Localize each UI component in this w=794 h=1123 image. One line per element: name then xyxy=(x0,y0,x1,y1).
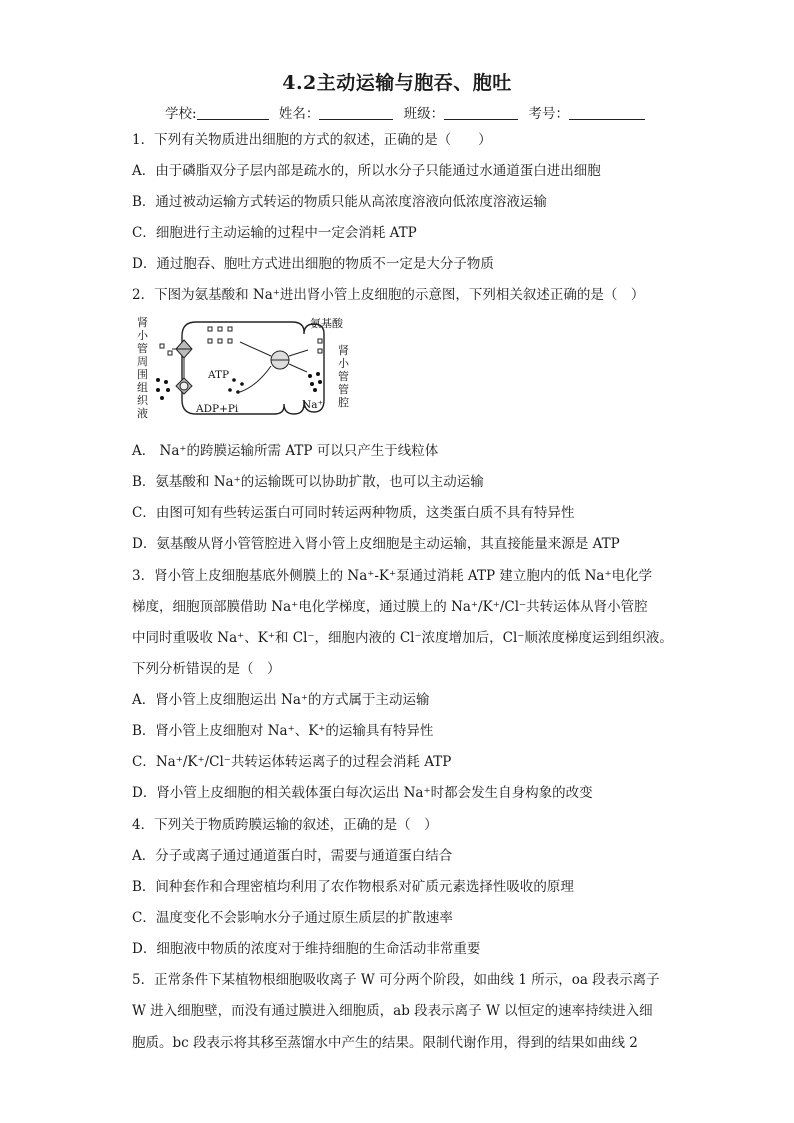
q3-option-b: B．肾小管上皮细胞对 Na⁺、K⁺的运输具有特异性 xyxy=(132,723,434,739)
amino-acid-squares-interstitial xyxy=(160,344,172,355)
q1-option-b: B．通过被动运输方式转运的物质只能从高浓度溶液向低浓度溶液运输 xyxy=(132,194,547,210)
exam-no-label: 考号： xyxy=(528,106,569,122)
svg-text:周: 周 xyxy=(137,355,148,368)
svg-text:管: 管 xyxy=(137,342,148,355)
q1-option-c: C．细胞进行主动运输的过程中一定会消耗 ATP xyxy=(132,225,417,241)
svg-text:织: 织 xyxy=(137,394,148,407)
name-label: 姓名： xyxy=(278,106,320,122)
class-blank xyxy=(444,105,518,120)
q1-stem: 1．下列有关物质进出细胞的方式的叙述，正确的是（ ） xyxy=(132,132,492,148)
svg-text:小: 小 xyxy=(137,329,148,342)
svg-text:液: 液 xyxy=(137,407,148,420)
q3-stem-line1: 3．肾小管上皮细胞基底外侧膜上的 Na⁺-K⁺泵通过消耗 ATP 建立胞内的低 Na⁺电化学 xyxy=(132,568,653,584)
school-blank xyxy=(197,105,269,120)
adp-label: ADP+Pi xyxy=(196,403,239,415)
svg-text:管: 管 xyxy=(338,383,349,396)
q4-stem: 4．下列关于物质跨膜运输的叙述，正确的是（ ） xyxy=(132,817,438,833)
q4-option-a: A．分子或离子通过通道蛋白时，需要与通道蛋白结合 xyxy=(132,848,453,864)
q3-stem-line2: 梯度，细胞顶部膜借助 Na⁺电化学梯度，通过膜上的 Na⁺/K⁺/Cl⁻共转运体从肾小管腔 xyxy=(132,599,648,615)
cotransporter-icon xyxy=(271,351,289,369)
q1-option-a: A．由于磷脂双分子层内部是疏水的，所以水分子只能通过水通道蛋白进出细胞 xyxy=(132,163,601,179)
q5-stem-line1: 5．正常条件下某植物根细胞吸收离子 W 可分两个阶段，如曲线 1 所示，oa 段表示离子 xyxy=(132,972,660,988)
class-label: 班级： xyxy=(403,106,445,122)
sodium-label: Na⁺ xyxy=(302,399,323,411)
sodium-dots-interstitial xyxy=(156,378,170,400)
q3-option-c: C．Na⁺/K⁺/Cl⁻共转运体转运离子的过程会消耗 ATP xyxy=(132,754,452,770)
atpase-pump-icon xyxy=(176,378,192,394)
q2-option-c: C．由图可知有些转运蛋白可同时转运两种物质，这类蛋白质不具有特异性 xyxy=(132,505,575,521)
school-label: 学校: xyxy=(165,106,197,122)
diamond-carrier-icon xyxy=(176,340,192,358)
q5-stem-line3: 胞质。bc 段表示将其移至蒸馏水中产生的结果。限制代谢作用，得到的结果如曲线 2 xyxy=(132,1035,638,1051)
svg-text:肾: 肾 xyxy=(137,316,148,329)
q5-stem-line2: W 进入细胞壁，而没有通过膜进入细胞质，ab 段表示离子 W 以恒定的速率持续进入细 xyxy=(132,1003,653,1019)
transport-arrows xyxy=(172,342,308,392)
q3-stem-line3: 中同时重吸收 Na⁺、K⁺和 Cl⁻，细胞内液的 Cl⁻浓度增加后，Cl⁻顺浓度梯度运到组织液。 xyxy=(132,630,673,646)
q4-option-d: D．细胞液中物质的浓度对于维持细胞的生命活动非常重要 xyxy=(132,941,481,957)
name-blank xyxy=(319,105,393,120)
left-label xyxy=(137,315,149,420)
kidney-tubule-cell-diagram xyxy=(132,314,362,422)
svg-text:肾: 肾 xyxy=(338,344,349,357)
q2-option-d: D．氨基酸从肾小管管腔进入肾小管上皮细胞是主动运输，其直接能量来源是 ATP xyxy=(132,536,620,552)
amino-acid-squares-cell xyxy=(208,327,232,343)
atp-label: ATP xyxy=(208,369,230,381)
sodium-dots-lumen xyxy=(308,372,322,392)
student-info-row xyxy=(165,102,651,122)
q2-stem: 2．下图为氨基酸和 Na⁺进出肾小管上皮细胞的示意图，下列相关叙述正确的是（ ） xyxy=(132,287,645,303)
q4-option-b: B．间种套作和合理密植均利用了农作物根系对矿质元素选择性吸收的原理 xyxy=(132,879,574,895)
svg-text:腔: 腔 xyxy=(338,396,349,409)
right-label xyxy=(338,343,350,409)
q3-option-d: D．肾小管上皮细胞的相关载体蛋白每次运出 Na⁺时都会发生自身构象的改变 xyxy=(132,785,593,801)
q3-stem-line4: 下列分析错误的是（ ） xyxy=(132,661,281,677)
svg-text:小: 小 xyxy=(338,357,349,370)
exam-no-blank xyxy=(569,105,645,120)
q1-option-d: D．通过胞吞、胞吐方式进出细胞的物质不一定是大分子物质 xyxy=(132,256,494,272)
q4-option-c: C．温度变化不会影响水分子通过原生质层的扩散速率 xyxy=(132,910,453,926)
svg-text:围: 围 xyxy=(137,368,148,381)
svg-text:组: 组 xyxy=(137,381,148,394)
svg-text:管: 管 xyxy=(338,370,349,383)
amino-acid-squares-lumen xyxy=(318,339,322,353)
q2-option-b: B．氨基酸和 Na⁺的运输既可以协助扩散，也可以主动运输 xyxy=(132,474,484,490)
q3-option-a: A．肾小管上皮细胞运出 Na⁺的方式属于主动运输 xyxy=(132,692,430,708)
page-title: 4.2主动运输与胞吞、胞吐 xyxy=(282,72,512,94)
amino-acid-label: 氨基酸 xyxy=(310,317,343,330)
q2-option-a: A． Na⁺的跨膜运输所需 ATP 可以只产生于线粒体 xyxy=(132,443,439,459)
